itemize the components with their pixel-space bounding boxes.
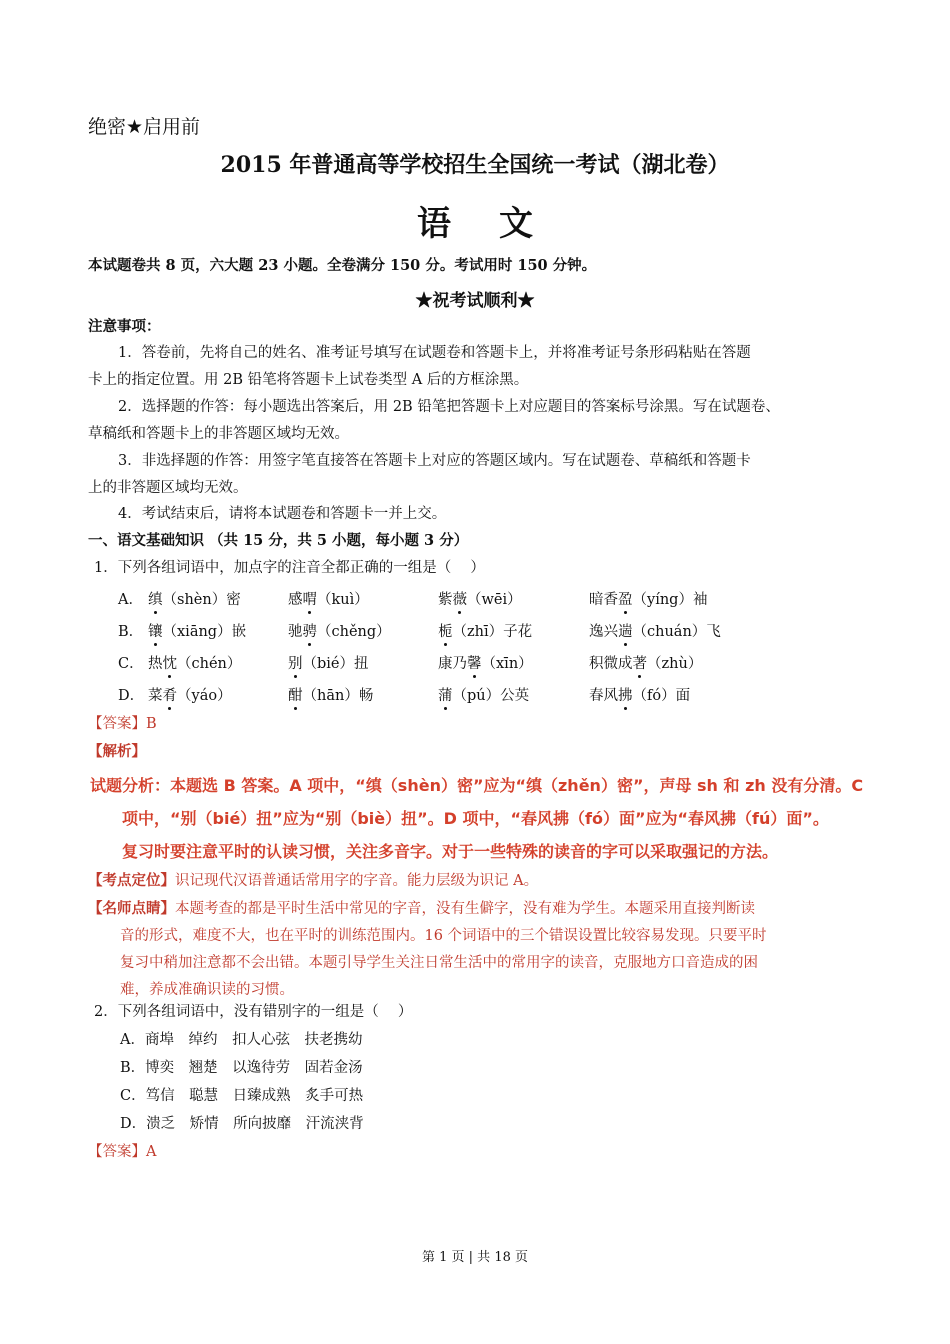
dotted-character: 镶 — [148, 624, 163, 640]
question-2-option-d: D．溃乏 矫情 所向披靡 汗流浃背 — [120, 1116, 364, 1132]
answer-1 — [88, 717, 157, 732]
word-pinyin: （shèn）密 — [162, 592, 241, 608]
question-1-word — [288, 684, 373, 705]
question-1-option-label: A． — [118, 592, 143, 608]
dotted-character: 忱 — [162, 656, 177, 672]
question-1-word — [288, 652, 369, 673]
word-prefix: 康乃 — [438, 656, 467, 672]
word-pinyin: （zhù） — [647, 656, 703, 672]
word-pinyin: （hān）畅 — [302, 688, 374, 704]
word-prefix: 感 — [288, 592, 303, 608]
point-text: 识记现代汉语普通话常用字的字音。能力层级为识记 A。 — [175, 873, 539, 889]
dotted-character: 遄 — [618, 624, 633, 640]
dotted-character: 栀 — [438, 624, 453, 640]
note-2-line-2: 草稿纸和答题卡上的非答题区域均无效。 — [88, 426, 349, 442]
question-1-word — [589, 588, 707, 609]
dotted-character: 馨 — [467, 656, 482, 672]
point-tag: 【考点定位】 — [88, 872, 175, 889]
question-1-word — [438, 652, 533, 673]
question-1-word — [148, 620, 246, 641]
dotted-character: 喟 — [302, 592, 317, 608]
page-footer: 第 1 页 | 共 18 页 — [422, 1250, 528, 1265]
dotted-character: 拂 — [618, 688, 633, 704]
word-prefix: 菜 — [148, 688, 163, 704]
word-pinyin: （chén） — [177, 656, 242, 672]
dotted-character: 肴 — [162, 688, 177, 704]
question-1-word — [438, 684, 529, 705]
note-1-line-2: 卡上的指定位置。用 2B 铅笔将答题卡上试卷类型 A 后的方框涂黑。 — [88, 372, 529, 388]
notes-heading: 注意事项： — [88, 318, 161, 335]
dotted-character: 骋 — [302, 624, 317, 640]
word-pinyin: （wēi） — [467, 592, 522, 608]
question-1-option-label: C． — [118, 656, 144, 672]
point-line — [88, 874, 538, 889]
answer-tag: 【答案】 — [88, 1144, 146, 1160]
word-pinyin: （xīn） — [481, 656, 533, 672]
dotted-character: 著 — [632, 656, 647, 672]
question-1-stem: 1．下列各组词语中，加点字的注音全都正确的一组是（ ） — [94, 560, 485, 576]
analysis-tag: 【解析】 — [88, 743, 146, 760]
word-pinyin: （fó）面 — [632, 688, 691, 704]
analysis-line-2: 项中，“别（bié）扭”应为“别（biè）扭”。D 项中，“春风拂（fó）面”应为“春风拂（fú）面”。 — [122, 809, 829, 828]
word-prefix: 紫 — [438, 592, 453, 608]
word-prefix: 暗香 — [589, 592, 618, 608]
question-2-option-a: A．商埠 绰约 扣人心弦 扶老携幼 — [120, 1032, 363, 1048]
teacher-tag: 【名师点睛】 — [88, 900, 175, 917]
teacher-line-2: 音的形式，难度不大，也在平时的训练范围内。16 个词语中的三个错误设置比较容易发现。只要平时 — [120, 928, 767, 944]
answer-value: A — [146, 1144, 157, 1160]
question-1-option-label: B． — [118, 624, 144, 640]
question-1-word — [288, 620, 391, 641]
dotted-character: 别 — [288, 656, 303, 672]
section-1-heading: 一、语文基础知识 （共 15 分，共 5 小题，每小题 3 分） — [88, 532, 469, 549]
exam-intro: 本试题卷共 8 页，六大题 23 小题。全卷满分 150 分。考试用时 150 分钟。 — [88, 257, 597, 274]
note-3-line-1: 3．非选择题的作答：用签字笔直接答在答题卡上对应的答题区域内。写在试题卷、草稿纸和答题卡 — [118, 453, 751, 469]
question-1-word — [438, 620, 532, 641]
question-2-option-b: B．博奕 翘楚 以逸待劳 固若金汤 — [120, 1060, 363, 1076]
question-2-stem: 2．下列各组词语中，没有错别字的一组是（ ） — [94, 1004, 413, 1020]
question-1-word — [288, 588, 369, 609]
question-1-word — [589, 684, 690, 705]
question-1-word — [589, 652, 702, 673]
word-pinyin: （bié）扭 — [302, 656, 369, 672]
question-1-option-label: D． — [118, 688, 145, 704]
dotted-character: 盈 — [618, 592, 633, 608]
answer-2 — [88, 1145, 156, 1160]
secret-label: 绝密★启用前 — [88, 116, 201, 138]
teacher-line-4: 难，养成准确识读的习惯。 — [120, 982, 294, 998]
analysis-line-3: 复习时要注意平时的认读习惯，关注多音字。对于一些特殊的读音的字可以采取强记的方法。 — [122, 842, 779, 861]
word-pinyin: （zhī）子花 — [452, 624, 533, 640]
question-1-word — [148, 652, 241, 673]
subject-title: 语文 — [417, 204, 581, 244]
note-1-line-1: 1．答卷前，先将自己的姓名、准考证号填写在试题卷和答题卡上，并将准考证号条形码粘贴在答题 — [118, 345, 751, 361]
word-prefix: 驰 — [288, 624, 303, 640]
answer-value: B — [146, 716, 157, 732]
word-pinyin: （kuì） — [317, 592, 369, 608]
word-pinyin: （chuán）飞 — [632, 624, 721, 640]
dotted-character: 蒲 — [438, 688, 453, 704]
question-1-word — [148, 588, 241, 609]
word-prefix: 逸兴 — [589, 624, 618, 640]
teacher-text-1: 本题考查的都是平时生活中常见的字音，没有生僻字，没有难为学生。本题采用直接判断读 — [175, 901, 755, 917]
note-4-line-1: 4．考试结束后，请将本试题卷和答题卡一并上交。 — [118, 506, 447, 522]
note-2-line-1: 2．选择题的作答：每小题选出答案后，用 2B 铅笔把答题卡上对应题目的答案标号涂黑。写在试题卷、 — [118, 399, 780, 415]
question-1-word — [438, 588, 522, 609]
dotted-character: 薇 — [452, 592, 467, 608]
answer-tag: 【答案】 — [88, 716, 146, 732]
dotted-character: 酣 — [288, 688, 303, 704]
word-pinyin: （chěng） — [317, 624, 391, 640]
word-prefix: 热 — [148, 656, 163, 672]
dotted-character: 缜 — [148, 592, 163, 608]
analysis-line-1: 试题分析：本题选 B 答案。A 项中，“缜（shèn）密”应为“缜（zhěn）密”，声母 sh 和 zh 没有分清。C — [90, 776, 864, 795]
exam-title: 2015 年普通高等学校招生全国统一考试（湖北卷） — [220, 152, 730, 178]
question-1-word — [148, 684, 232, 705]
word-prefix: 春风 — [589, 688, 618, 704]
word-pinyin: （yíng）袖 — [632, 592, 708, 608]
word-pinyin: （xiāng）嵌 — [162, 624, 247, 640]
word-pinyin: （pú）公英 — [452, 688, 530, 704]
note-3-line-2: 上的非答题区域均无效。 — [88, 480, 248, 496]
word-pinyin: （yáo） — [177, 688, 232, 704]
word-prefix: 积微成 — [589, 656, 633, 672]
question-1-word — [589, 620, 721, 641]
teacher-line-3: 复习中稍加注意都不会出错。本题引导学生关注日常生活中的常用字的读音，克服地方口音造成的困 — [120, 955, 758, 971]
question-2-option-c: C．笃信 聪慧 日臻成熟 炙手可热 — [120, 1088, 364, 1104]
wish-banner: ★祝考试顺利★ — [415, 291, 535, 311]
teacher-line-1 — [88, 902, 755, 917]
